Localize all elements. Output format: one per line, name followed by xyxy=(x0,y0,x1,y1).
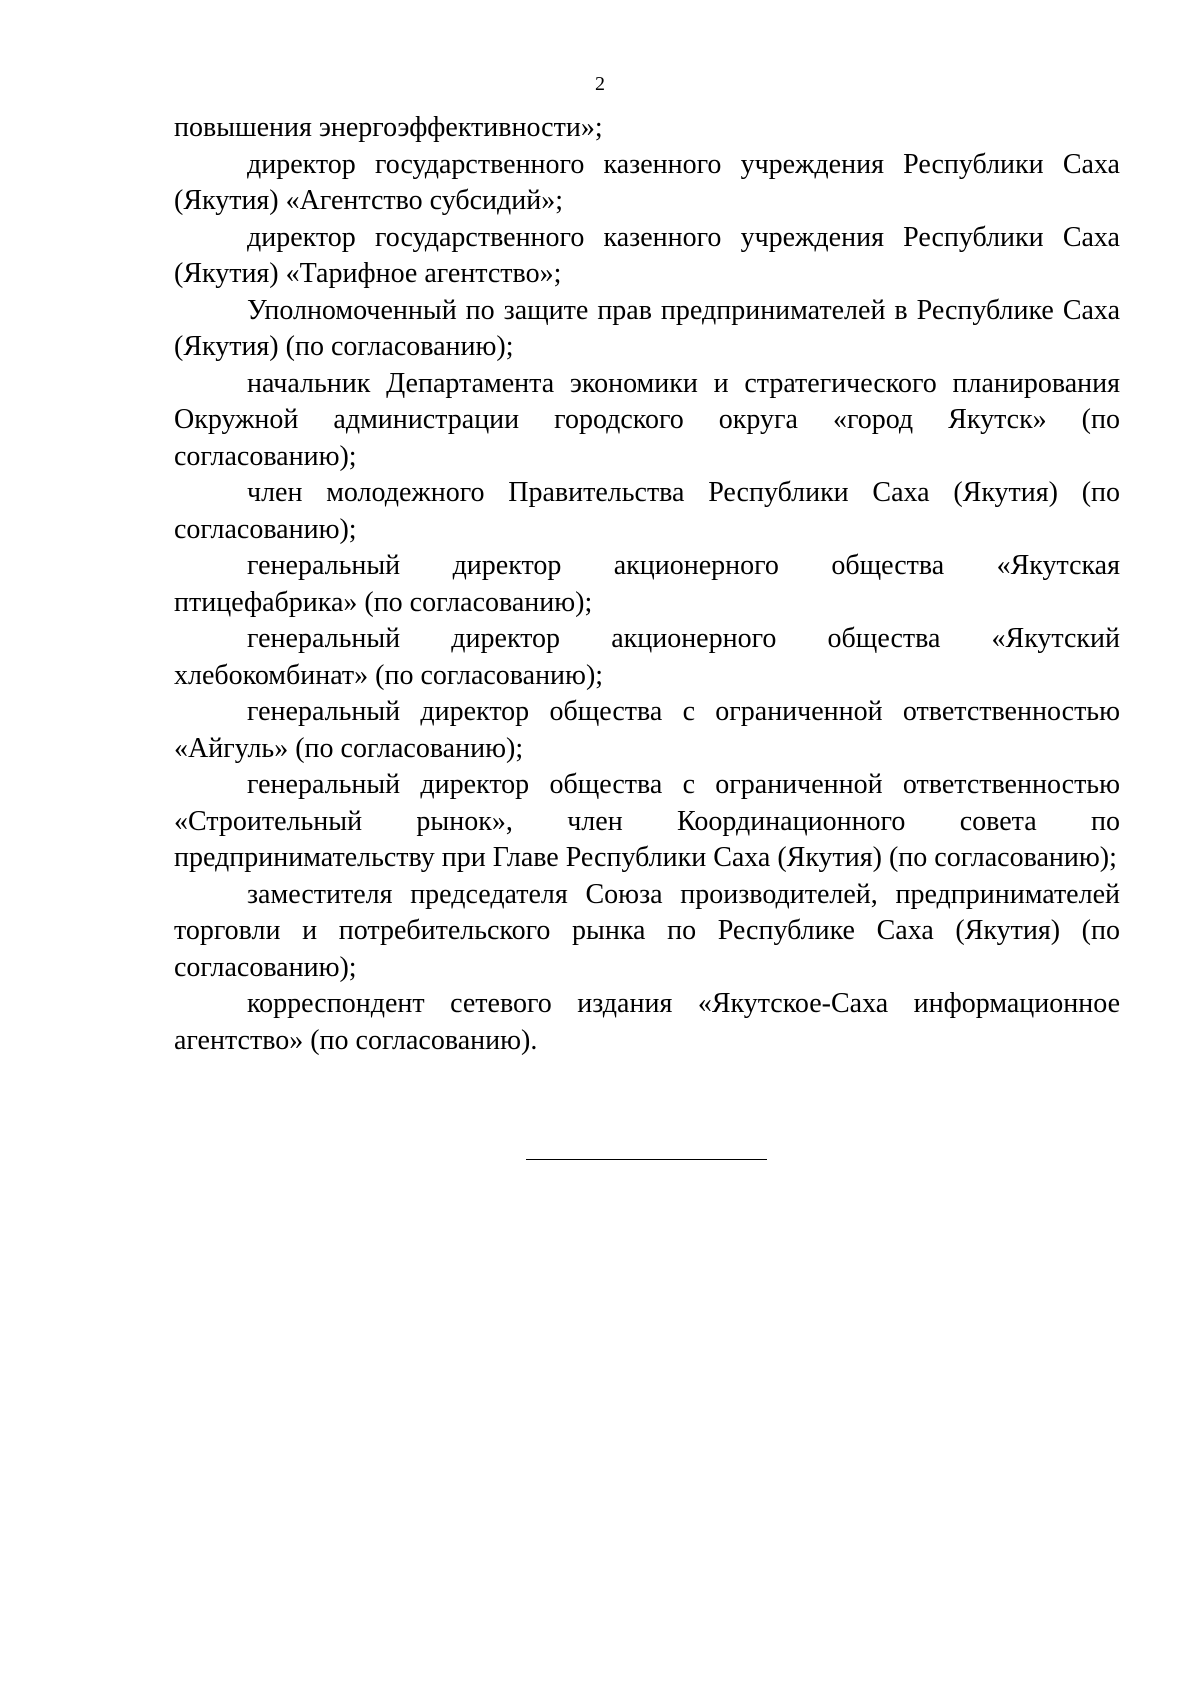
list-item: генеральный директор общества с ограниченной ответственностью «Строительный рынок», член Координационного совета по предпринимательству при Главе Республики Саха (Якутия) (по согласованию); xyxy=(174,769,1120,873)
list-item: начальник Департамента экономики и стратегического планирования Окружной администрации городского округа «город Якутск» (по согласованию); xyxy=(174,367,1120,472)
document-body xyxy=(174,110,1120,1059)
list-item: Уполномоченный по защите прав предпринимателей в Республике Саха (Якутия) (по согласованию); xyxy=(174,294,1120,362)
list-item: корреспондент сетевого издания «Якутское-Саха информационное агентство» (по согласованию). xyxy=(174,988,1120,1056)
continuation-paragraph: повышения энергоэффективности»; xyxy=(174,112,603,143)
list-item: директор государственного казенного учреждения Республики Саха (Якутия) «Тарифное агентство»; xyxy=(174,221,1120,289)
list-item: генеральный директор общества с ограниченной ответственностью «Айгуль» (по согласованию); xyxy=(174,696,1120,764)
list-item: директор государственного казенного учреждения Республики Саха (Якутия) «Агентство субсидий»; xyxy=(174,148,1120,216)
page-number: 2 xyxy=(595,73,605,95)
list-item: член молодежного Правительства Республики Саха (Якутия) (по согласованию); xyxy=(174,477,1120,545)
list-item: генеральный директор акционерного общества «Якутская птицефабрика» (по согласованию); xyxy=(174,550,1120,618)
list-item: генеральный директор акционерного общества «Якутский хлебокомбинат» (по согласованию); xyxy=(174,623,1120,691)
closing-rule xyxy=(526,1159,767,1160)
list-item: заместителя председателя Союза производителей, предпринимателей торговли и потребительского рынка по Республике Саха (Якутия) (по согласованию); xyxy=(174,878,1120,983)
